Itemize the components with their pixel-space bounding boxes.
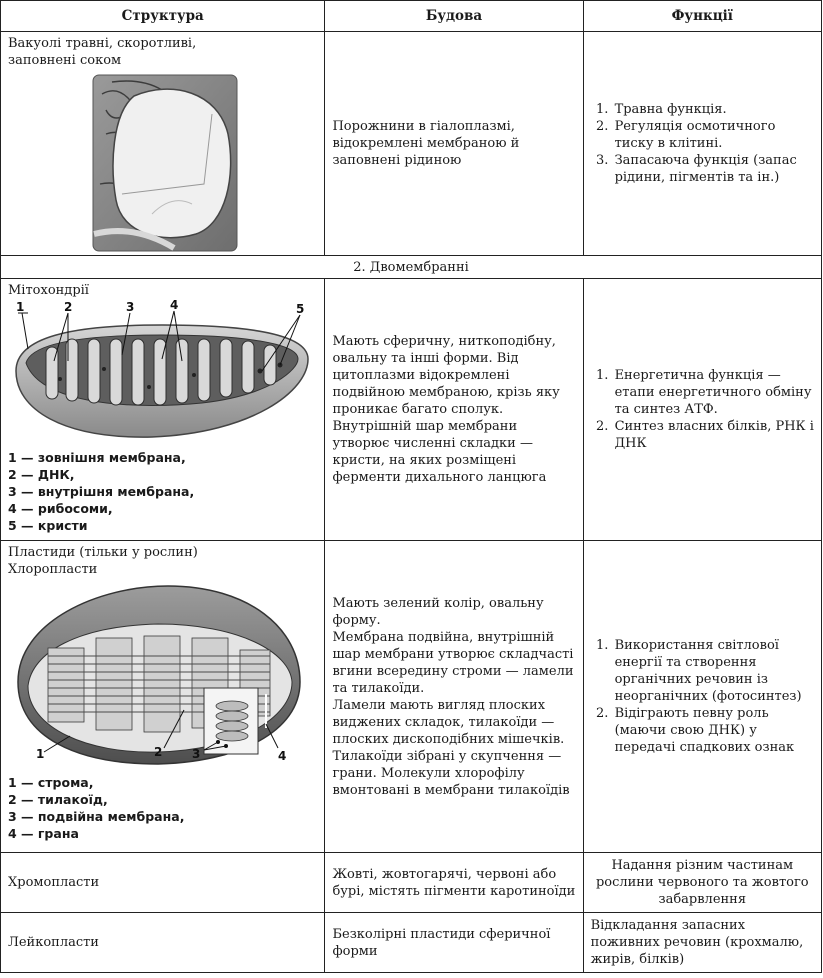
list-item: 1. Використання світлової енергії та створення органічних речовин із неорганічних (фотосинтез) xyxy=(613,637,814,705)
vacuoles-composition: Порожнини в гіалоплазмі, відокремлені мембраною й заповнені рідиною xyxy=(325,32,583,256)
vacuoles-name: Вакуолі травні, скоротливі, заповнені соком xyxy=(8,36,197,68)
row-vacuoles xyxy=(1,32,822,256)
vacuole-illustration xyxy=(92,74,238,252)
legend-item: 4 — грана xyxy=(8,826,79,841)
chloroplasts-functions-list xyxy=(591,637,814,756)
paragraph: Тилакоїди зібрані у скупчення — грани. Молекули хлорофілу вмонтовані в мембрани тилакоїдів xyxy=(332,748,570,798)
list-item: 2. Відіграють певну роль (маючи свою ДНК) у передачі спадкових ознак xyxy=(613,705,814,756)
mitochondria-structure-cell xyxy=(1,279,325,541)
paragraph: Мембрана подвійна, внутрішній шар мембрани утворює складчасті вгини всередину строми — ламели та тилакоїди. xyxy=(332,629,574,696)
plastids-name: Пластиди (тільки у рослин) xyxy=(8,545,198,560)
list-item: 1. Енергетична функція — етапи енергетичного обміну та синтез АТФ. xyxy=(613,367,814,418)
list-item: 1. Травна функція. xyxy=(613,101,814,118)
chromoplasts-name: Хромопласти xyxy=(1,853,325,913)
paragraph: Мають сферичну, ниткоподібну, овальну та інші форми. Від цитоплазми відокремлені подвійною мембраною, крізь яку проникає багато сполук. xyxy=(332,334,560,417)
legend-item: 5 — кристи xyxy=(8,518,88,533)
figure-label: 3 xyxy=(126,300,135,314)
section-row xyxy=(1,256,822,279)
legend-item: 1 — строма, xyxy=(8,775,94,790)
legend-item: 3 — подвійна мембрана, xyxy=(8,809,185,824)
list-item: 3. Запасаюча функція (запас рідини, пігментів та ін.) xyxy=(613,152,814,186)
row-chloroplasts xyxy=(1,541,822,853)
row-chromoplasts xyxy=(1,853,822,913)
leucoplasts-composition: Безколірні пластиди сферичної форми xyxy=(325,913,583,973)
header-row xyxy=(1,1,822,32)
chromoplasts-composition: Жовті, жовтогарячі, червоні або бурі, містять пігменти каротиноїди xyxy=(325,853,583,913)
figure-label: 4 xyxy=(170,299,179,312)
header-structure: Структура xyxy=(1,1,325,32)
mitochondrion-illustration xyxy=(2,299,314,449)
list-item: 2. Регуляція осмотичного тиску в клітині. xyxy=(613,118,814,152)
chloroplasts-legend xyxy=(8,774,317,842)
figure-label: 1 xyxy=(16,300,25,314)
section-title: 2. Двомембранні xyxy=(1,256,822,279)
figure-label: 5 xyxy=(296,302,305,316)
figure-label: 2 xyxy=(64,300,73,314)
legend-item: 1 — зовнішня мембрана, xyxy=(8,450,186,465)
paragraph: Мають зелений колір, овальну форму. xyxy=(332,595,544,628)
vacuoles-structure-cell xyxy=(1,32,325,256)
figure-label: 4 xyxy=(278,749,287,763)
figure-label: 2 xyxy=(154,745,163,759)
mitochondria-functions-cell xyxy=(583,279,821,541)
chromoplasts-function: Надання різним частинам рослини червоного та жовтого забарвлення xyxy=(583,853,821,913)
legend-item: 3 — внутрішня мембрана, xyxy=(8,484,195,499)
chloroplast-illustration xyxy=(8,578,308,774)
chloroplasts-name: Хлоропласти xyxy=(8,562,98,577)
legend-item: 2 — ДНК, xyxy=(8,467,75,482)
row-leucoplasts xyxy=(1,913,822,973)
vacuoles-functions-list xyxy=(591,101,814,186)
chloroplasts-structure-cell xyxy=(1,541,325,853)
legend-item: 2 — тилакоїд, xyxy=(8,792,108,807)
header-composition: Будова xyxy=(325,1,583,32)
leucoplasts-name: Лейкопласти xyxy=(1,913,325,973)
legend-item: 4 — рибосоми, xyxy=(8,501,113,516)
mitochondria-legend xyxy=(8,449,317,534)
list-item: 2. Синтез власних білків, РНК і ДНК xyxy=(613,418,814,452)
chloroplasts-functions-cell xyxy=(583,541,821,853)
vacuoles-functions-cell xyxy=(583,32,821,256)
figure-label: 3 xyxy=(192,747,201,761)
figure-label: 1 xyxy=(36,747,45,761)
header-functions: Функції xyxy=(583,1,821,32)
paragraph: Ламели мають вигляд плоских виджених складок, тилакоїди — плоских дископодібних мішечків. xyxy=(332,697,565,747)
leucoplasts-function: Відкладання запасних поживних речовин (крохмалю, жирів, білків) xyxy=(583,913,821,973)
paragraph: Внутрішній шар мембрани утворює численні складки — кристи, на яких розміщені ферменти дихального ланцюга xyxy=(332,419,547,485)
mitochondria-name: Мітохондрії xyxy=(8,283,89,298)
row-mitochondria xyxy=(1,279,822,541)
mitochondria-functions-list xyxy=(591,367,814,452)
chloroplasts-composition xyxy=(325,541,583,853)
mitochondria-composition xyxy=(325,279,583,541)
